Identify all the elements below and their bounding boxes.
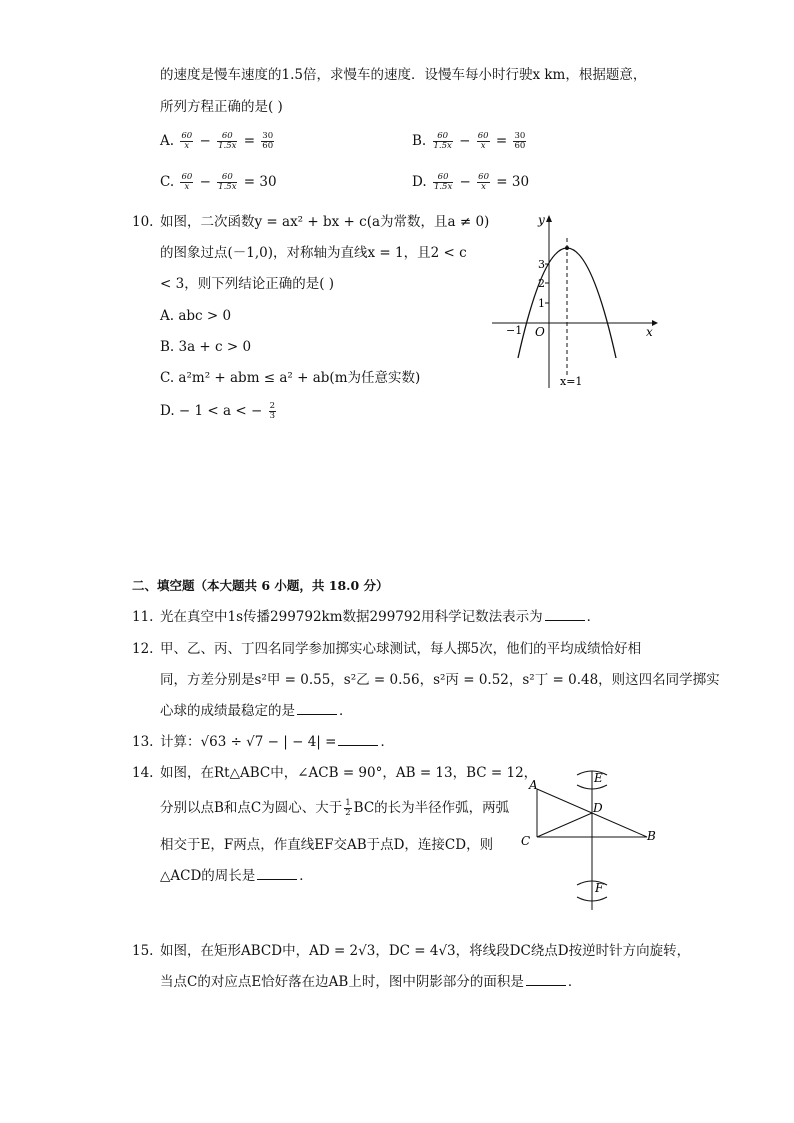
q14-line2: 分别以点B和点C为圆心、大于 $\frac{1}{2}$ BC的长为半径作弧，两弧: [160, 798, 510, 818]
q10-option-d[interactable]: D. − 1 < a < − $\frac{2}{3}$: [160, 401, 275, 421]
q14-line4: △ACD的周长是 ．: [160, 868, 313, 884]
label-f: F: [595, 881, 604, 895]
x-label: x: [646, 325, 653, 339]
vertex-point: [565, 246, 569, 250]
q11-answer-blank[interactable]: [545, 608, 585, 621]
tick-3-label: 3: [538, 258, 545, 271]
label-a: A: [529, 778, 538, 792]
section-heading: 二、填空题（本大题共 6 小题，共 18.0 分）: [132, 578, 389, 593]
q12-number: 12.: [132, 641, 154, 657]
q10-option-a[interactable]: A. abc > 0: [160, 308, 232, 324]
sym-axis-label: x=1: [560, 375, 583, 388]
q12-line3: 心球的成绩最稳定的是 ．: [160, 703, 353, 719]
q14-number: 14.: [132, 765, 154, 781]
y-axis-arrow: [546, 215, 552, 222]
q9-option-c[interactable]: C. $\frac{60}{x}$ − $\frac{60}{1.5x}$ = 30: [160, 172, 277, 192]
q9-option-b[interactable]: B. $\frac{60}{1.5x}$ − $\frac{60}{x}$ = $\frac{30}{60}$: [412, 131, 526, 151]
q10-number: 10.: [132, 214, 154, 230]
q14-line3: 相交于E，F两点，作直线EF交AB于点D，连接CD，则: [160, 837, 494, 853]
q13-text: 计算：√63 ÷ √7 − | − 4| = ．: [160, 734, 394, 750]
q15-line2: 当点C的对应点E恰好落在边AB上时，图中阴影部分的面积是 ．: [160, 974, 582, 990]
q12-answer-blank[interactable]: [297, 702, 337, 715]
q15-answer-blank[interactable]: [526, 973, 566, 986]
q14-triangle-figure: [515, 765, 665, 915]
q10-line1: 如图，二次函数y = ax² + bx + c(a为常数，且a ≠ 0): [160, 214, 490, 230]
q10-option-c[interactable]: C. a²m² + abm ≤ a² + ab(m为任意实数): [160, 370, 421, 386]
origin-label: O: [535, 325, 545, 339]
q13-answer-blank[interactable]: [338, 733, 378, 746]
tick-1-label: 1: [538, 297, 545, 310]
label-e: E: [594, 771, 603, 785]
q9-option-d[interactable]: D. $\frac{60}{1.5x}$ − $\frac{60}{x}$ = 30: [412, 172, 530, 192]
q12-line2: 同，方差分别是s²甲 = 0.55，s²乙 = 0.56，s²丙 = 0.52，s²丁 = 0.48，则这四名同学掷实: [160, 672, 720, 688]
q10-parabola-graph: [490, 208, 660, 390]
label-b: B: [647, 829, 656, 843]
q9-line2: 所列方程正确的是( ): [160, 99, 283, 115]
q11-number: 11.: [132, 609, 154, 625]
q10-line2: 的图象过点(－1,0)，对称轴为直线x = 1，且2 < c: [160, 245, 467, 261]
q9-line1: 的速度是慢车速度的1.5倍，求慢车的速度．设慢车每小时行驶x km，根据题意，: [160, 67, 647, 83]
q14-line1: 如图，在Rt△ABC中，∠ACB = 90°，AB = 13，BC = 12，: [160, 765, 538, 781]
q12-line1: 甲、乙、丙、丁四名同学参加掷实心球测试，每人掷5次，他们的平均成绩恰好相: [160, 641, 642, 657]
x-axis-arrow: [652, 320, 658, 326]
neg1-label: −1: [506, 324, 523, 337]
q9-option-a[interactable]: A. $\frac{60}{x}$ − $\frac{60}{1.5x}$ = $\frac{30}{60}$: [160, 131, 274, 151]
q13-number: 13.: [132, 734, 154, 750]
q10-option-b[interactable]: B. 3a + c > 0: [160, 339, 252, 355]
q10-line3: < 3，则下列结论正确的是( ): [160, 276, 335, 292]
q11-text: 光在真空中1s传播299792km数据299792用科学记数法表示为 ．: [160, 609, 601, 625]
y-label: y: [538, 213, 545, 227]
q15-line1: 如图，在矩形ABCD中，AD = 2√3，DC = 4√3，将线段DC绕点D按逆时针方向旋转，: [160, 943, 691, 959]
label-d: D: [593, 801, 603, 815]
label-c: C: [521, 834, 531, 848]
segment-cd: [537, 813, 592, 837]
q15-number: 15.: [132, 943, 154, 959]
q14-answer-blank[interactable]: [257, 867, 297, 880]
tick-2-label: 2: [538, 277, 545, 290]
